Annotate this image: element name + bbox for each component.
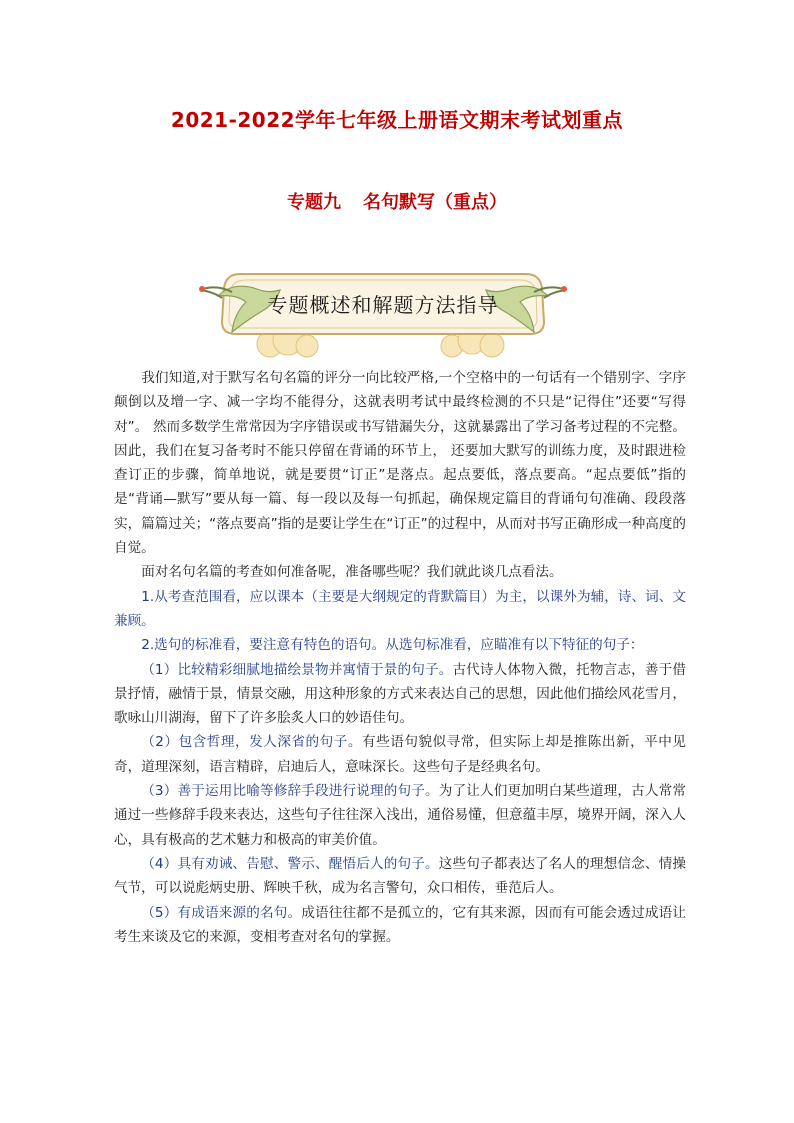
document-title: 2021-2022学年七年级上册语文期末考试划重点 bbox=[170, 108, 624, 132]
item-heading: （1）比较精彩细腻地描绘景物并寓情于景的句子。 bbox=[141, 661, 453, 678]
item-heading: （2）包含哲理，发人深省的句子。 bbox=[141, 734, 362, 751]
item-heading: （3）善于运用比喻等修辞手段进行说理的句子。 bbox=[141, 783, 439, 800]
point-scope bbox=[114, 585, 686, 634]
item-text: 这些句子都表达了名人的理想信念、情操气节，可以说彪炳史册、辉映千秋，成为名言警句，众口相传，垂范后人。 bbox=[114, 855, 687, 897]
paragraph-intro: 我们知道,对于默写名句名篇的评分一向比较严格,一个空格中的一句话有一个错别字、字序颠倒以及增一字、减一字均不能得分，这就表明考试中最终检测的不只是“记得住”还要“写得对”。 然而多数学生常常因为字序错误或书写错漏失分，这就暴露出了学习备考过程的不完整。 因此，我们在复习备考时不能只停留在背诵的环节上， 还要加大默写的训练力度，及时跟进检查订正的步骤，简单地说，就是要贯“订正”是落点。起点要低，落点要高。“起点要低”指的是“背诵—默写”要从每一篇、每一段以及每一句抓起，确保规定篇目的背诵句句准确、段段落实，篇篇过关；“落点要高”指的是要让学生在“订正”的过程中，从而对书写正确形成一种高度的自觉。 bbox=[114, 370, 686, 557]
list-item bbox=[114, 658, 686, 731]
section-subtitle bbox=[0, 188, 794, 214]
item-text: 为了让人们更加明白某些道理，古人常常通过一些修辞手段来表达，这些句子往往深入浅出，通俗易懂，但意蕴丰厚，境界开阔，深入人心，具有极高的艺术魅力和极高的审美价值。 bbox=[114, 783, 687, 848]
point-scope-text: 1.从考查范围看，应以课本（主要是大纲规定的背默篇目）为主，以课外为辅，诗、词、文兼顾。 bbox=[114, 588, 686, 629]
item-text: 有些语句貌似寻常，但实际上却是推陈出新，平中见奇，道理深刻，语言精辟，启迪后人，意味深长。这些句子是经典名句。 bbox=[114, 734, 686, 775]
section-banner bbox=[192, 262, 574, 358]
point-standard bbox=[114, 633, 686, 657]
item-text: 古代诗人体物入微，托物言志，善于借景抒情，融情于景，情景交融，用这种形象的方式来表达自己的思想，因此他们描绘风花雪月，歌咏山川湖海，留下了许多脍炙人口的妙语佳句。 bbox=[114, 661, 686, 727]
list-item bbox=[114, 779, 686, 852]
list-item bbox=[114, 852, 686, 901]
list-item bbox=[114, 901, 686, 950]
article-body bbox=[114, 366, 686, 949]
subtitle-name: 名句默写（重点） bbox=[363, 192, 507, 213]
paragraph-question: 面对名句名篇的考查如何准备呢，准备哪些呢？我们就此谈几点看法。 bbox=[141, 564, 563, 581]
item-heading: （4）具有劝诫、告慰、警示、醒悟后人的句子。 bbox=[141, 855, 439, 872]
item-text: 成语往往都不是孤立的，它有其来源，因而有可能会透过成语让考生来谈及它的来源，变相考查对名句的掌握。 bbox=[114, 904, 686, 945]
item-heading: （5）有成语来源的名句。 bbox=[141, 904, 302, 921]
banner-title: 专题概述和解题方法指导 bbox=[267, 293, 499, 317]
point-standard-text: 2.选句的标准看，要注意有特色的语句。从选句标准看，应瞄准有以下特征的句子： bbox=[141, 637, 644, 654]
list-item bbox=[114, 730, 686, 779]
subtitle-topic: 专题九 bbox=[287, 192, 341, 213]
